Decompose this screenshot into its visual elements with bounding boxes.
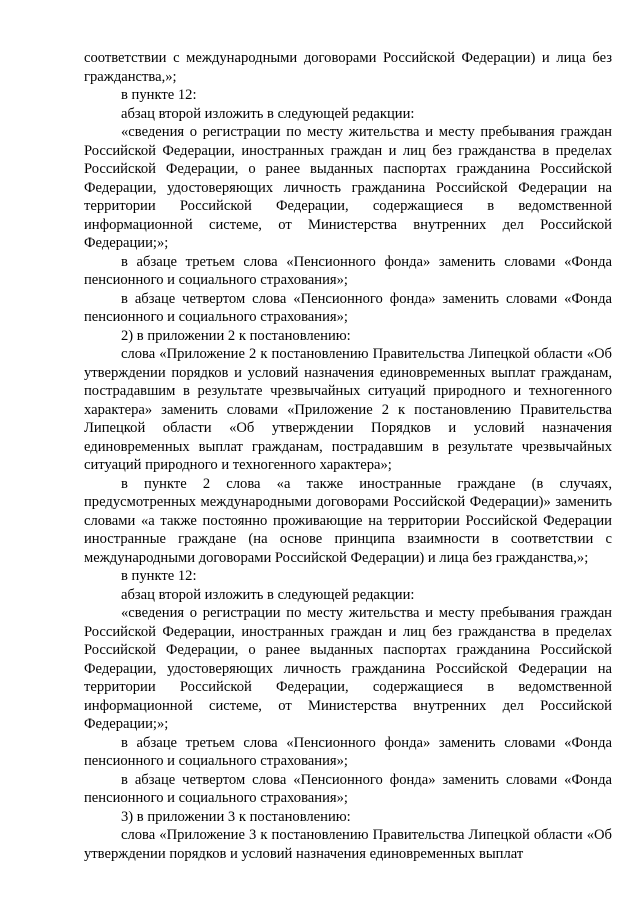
paragraph-appendix-2: 2) в приложении 2 к постановлению:	[121, 327, 351, 344]
paragraph-abzac-2: абзац второй изложить в следующей редакции:	[121, 586, 415, 603]
paragraph-appendix-3-words: слова «Приложение 3 к постановлению Правительства Липецкой области «Об утверждении порядков и условий назначения единовременных выплат	[84, 827, 612, 862]
paragraph-continuation: соответствии с международными договорами Российской Федерации) и лица без гражданства,»;	[84, 50, 612, 85]
paragraph-item-12: в пункте 12:	[121, 568, 197, 584]
paragraph-abzac-3: в абзаце третьем слова «Пенсионного фонда» заменить словами «Фонда пенсионного и социального страхования»;	[84, 734, 612, 769]
paragraph-abzac-3: в абзаце третьем слова «Пенсионного фонда» заменить словами «Фонда пенсионного и социального страхования»;	[84, 253, 612, 288]
paragraph-abzac-4: в абзаце четвертом слова «Пенсионного фонда» заменить словами «Фонда пенсионного и социального страхования»;	[84, 771, 612, 806]
paragraph-appendix-3: 3) в приложении 3 к постановлению:	[121, 808, 351, 825]
paragraph-registration-info: «сведения о регистрации по месту жительства и месту пребывания граждан Российской Федерации, иностранных граждан и лиц без гражданства в пределах Российской Федерации, о ранее выданных паспортах гражданина Российской Федерации, удостоверяющих личность гражданина Российской Федерации на территории Российской Федерации, содержащиеся в ведомственной информационной системе, от Министерства внутренних дел Российской Федерации;»;	[84, 605, 612, 732]
paragraph-abzac-4: в абзаце четвертом слова «Пенсионного фонда» заменить словами «Фонда пенсионного и социального страхования»;	[84, 290, 612, 325]
paragraph-item-12: в пункте 12:	[121, 87, 197, 103]
paragraph-appendix-2-words: слова «Приложение 2 к постановлению Правительства Липецкой области «Об утверждении порядков и условий назначения единовременных выплат гражданам, пострадавшим в результате чрезвычайных ситуаций природного и техногенного характера» заменить словами «Приложение 2 к постановлению Правительства Липецкой области «Об утверждении Порядков и условий назначения единовременных выплат гражданам, пострадавшим в результате чрезвычайных ситуаций природного и техногенного характера»;	[84, 346, 612, 473]
paragraph-registration-info: «сведения о регистрации по месту жительства и месту пребывания граждан Российской Федерации, иностранных граждан и лиц без гражданства в пределах Российской Федерации, о ранее выданных паспортах гражданина Российской Федерации, удостоверяющих личность гражданина Российской Федерации на территории Российской Федерации, содержащиеся в ведомственной информационной системе, от Министерства внутренних дел Российской Федерации;»;	[84, 124, 612, 251]
document-page	[84, 49, 612, 863]
paragraph-item-2: в пункте 2 слова «а также иностранные граждане (в случаях, предусмотренных международными договорами Российской Федерации)» заменить словами «а также постоянно проживающие на территории Российской Федерации иностранные граждане (на основе принципа взаимности в соответствии с международными договорами Российской Федерации) и лица без гражданства,»;	[84, 475, 612, 566]
paragraph-abzac-2: абзац второй изложить в следующей редакции:	[121, 105, 415, 122]
